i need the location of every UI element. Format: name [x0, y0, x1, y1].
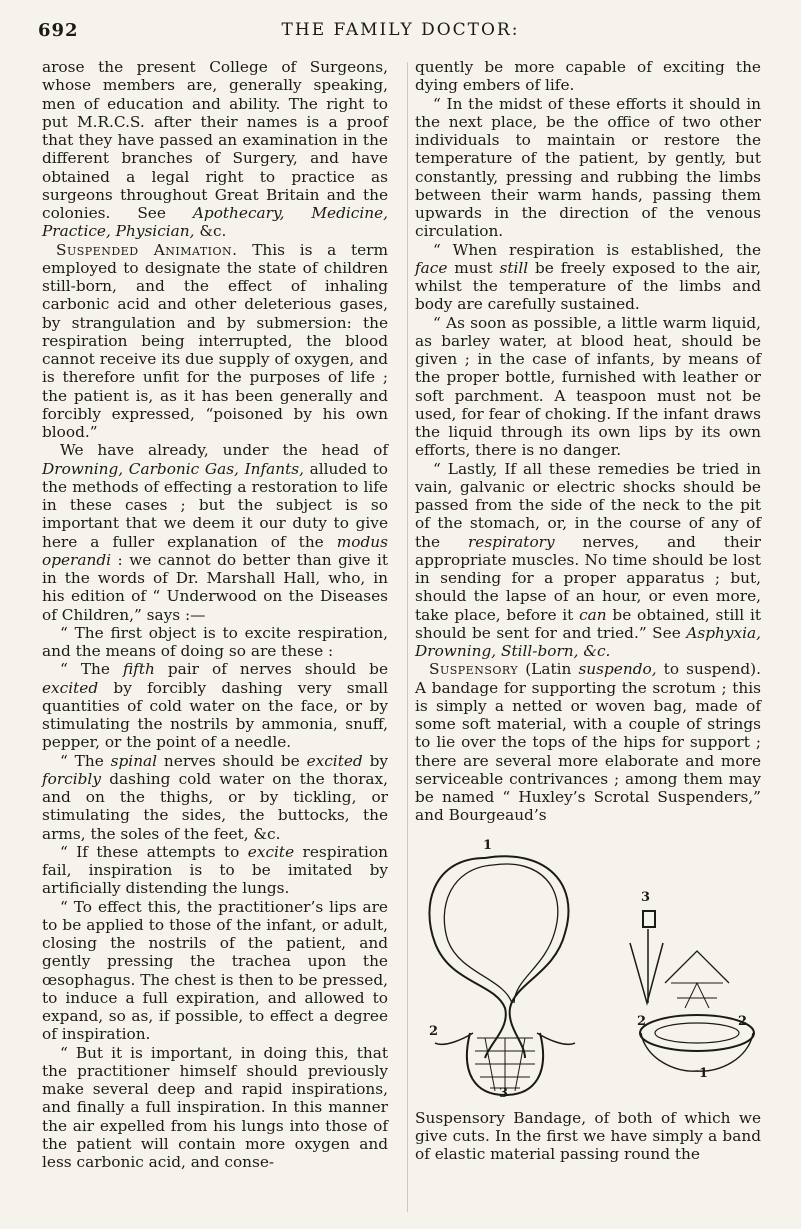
quote-fifth-nerve: “ The fifth pair of nerves should be excited by forcibly dashing very small quantities of cold water on the face, or by stimulating the nostrils by ammonia, snuff, pepper, or the point of a needle. — [42, 660, 389, 752]
quote-warm-liquid: “ As soon as possible, a little warm liquid, as barley water, at blood heat, should be given ; in the case of infants, by means of the proper bottle, furnished with leather or soft parchment. A teaspoon must not be used, for fear of choking. If the infant draws the liquid through its own lips by its own efforts, there is no danger. — [415, 313, 761, 460]
page-header — [38, 14, 763, 48]
suspensory-bandage-illustration — [415, 833, 755, 1103]
figure-label: 3 — [641, 889, 651, 905]
cross-references: Asphyxia, Drowning, Still-born, &c. — [415, 623, 761, 660]
column-divider — [407, 62, 408, 1212]
figure-label: 2 — [429, 1023, 439, 1039]
page-number: 692 — [38, 20, 79, 41]
quote-temperature: “ In the midst of these efforts it should in the next place, be the office of two other individuals to maintain or restore the temperature of the patient, by gently, but constantly, pressing and rubbing the limbs between their warm hands, passing them upwards in the direction of the venous circulation. — [415, 94, 761, 241]
figure-label: 1 — [699, 1065, 709, 1081]
quote-spinal-nerves: “ The spinal nerves should be excited by forcibly dashing cold water on the thorax, and on the thighs, or by tickling, or stimulating the sides, the buttocks, the arms, the soles of the feet, &c. — [42, 751, 388, 843]
paragraph-after-figure: Suspensory Bandage, of both of which we give cuts. In the first we have simply a band of elastic material passing round the — [415, 1108, 761, 1163]
paragraph-modus: We have already, under the head of Drowning, Carbonic Gas, Infants, alluded to the methods of effecting a restoration to life in these cases ; but the subject is so important that we deem it our duty to give here a fuller explanation of the modus operandi : we cannot do better than give it in the words of Dr. Marshall Hall, who, in his edition of “ Underwood on the Diseases of Children,” says :— — [42, 441, 388, 624]
quote-important: “ But it is important, in doing this, that the practitioner himself should previously make several deep and rapid inspirations, and finally a full inspiration. In this manner the air expelled from his lungs into those of the patient will contain more oxygen and less carbonic acid, and conse- — [42, 1043, 388, 1171]
quote-attempts: “ If these attempts to excite respiration fail, inspiration is to be imitated by artificially distending the lungs. — [42, 842, 388, 898]
left-column — [42, 58, 388, 1171]
figure-label: 2 — [637, 1013, 647, 1029]
quote-practitioner-lips: “ To effect this, the practitioner’s lips are to be applied to those of the infant, or adult, closing the nostrils of the patient, and gently pressing the trachea upon the œsophagus. The chest is then to be pressed, to induce a full expiration, and allowed to expand, so as, if possible, to effect a degree of inspiration. — [42, 897, 388, 1044]
paragraph-college: arose the present College of Surgeons, whose members are, generally speaking, men of education and ability. The right to put M.R.C.S. after their names is a proof that they have passed an examination in the different branches of Surgery, and have obtained a legal right to practice as surgeons throughout Great Britain and the colonies. See Apothecary, Medicine, Practice, Physician, &c. — [42, 58, 388, 241]
suspensory-bandage-figure — [415, 833, 755, 1103]
paragraph-continued: quently be more capable of exciting the dying embers of life. — [415, 58, 761, 95]
quote-first-object: “ The first object is to excite respiration, and the means of doing so are these : — [42, 623, 388, 660]
running-title: THE FAMILY DOCTOR: — [281, 20, 520, 40]
entry-suspended-animation: Suspended Animation. This is a term employed to designate the state of children still-born, and the effect of inhaling carbonic acid and other deleterious gases, by strangulation and by submersion: the respiration being interrupted, the blood cannot receive its due supply of oxygen, and is therefore unfit for the purposes of life ; the patient is, as it has been generally and forcibly expressed, “poisoned by his own blood.” — [42, 240, 388, 441]
figure-label: 3 — [499, 1085, 509, 1101]
right-column — [415, 58, 761, 1163]
entry-suspensory: Suspensory (Latin suspendo, to suspend). A bandage for supporting the scrotum ; this is simply a netted or woven bag, made of some soft material, with a couple of strings to lie over the tops of the hips for support ; there are several more elaborate and more serviceable contrivances ; among them may be named “ Huxley’s Scrotal Suspenders,” and Bourgeaud’s — [415, 660, 761, 825]
figure-label: 1 — [483, 837, 493, 853]
entry-heading: Suspended Animation. — [56, 240, 238, 259]
entry-heading: Suspensory — [429, 660, 519, 679]
quote-lastly: “ Lastly, If all these remedies be tried in vain, galvanic or electric shocks should be passed from the side of the neck to the pit of the stomach, or, in the course of any of the respiratory nerves, and their appropriate muscles. No time should be lost in sending for a proper apparatus ; but, should the lapse of an hour, or even more, take place, before it can be obtained, still it should be sent for and tried.” See Asphyxia, Drowning, Still-born, &c. — [415, 459, 762, 660]
cross-references: Apothecary, Medicine, Practice, Physician, — [42, 204, 388, 241]
figure-label: 2 — [738, 1013, 748, 1029]
quote-face-exposed: “ When respiration is established, the face must still be freely exposed to the air, whilst the temperature of the limbs and body are carefully sustained. — [415, 240, 761, 314]
